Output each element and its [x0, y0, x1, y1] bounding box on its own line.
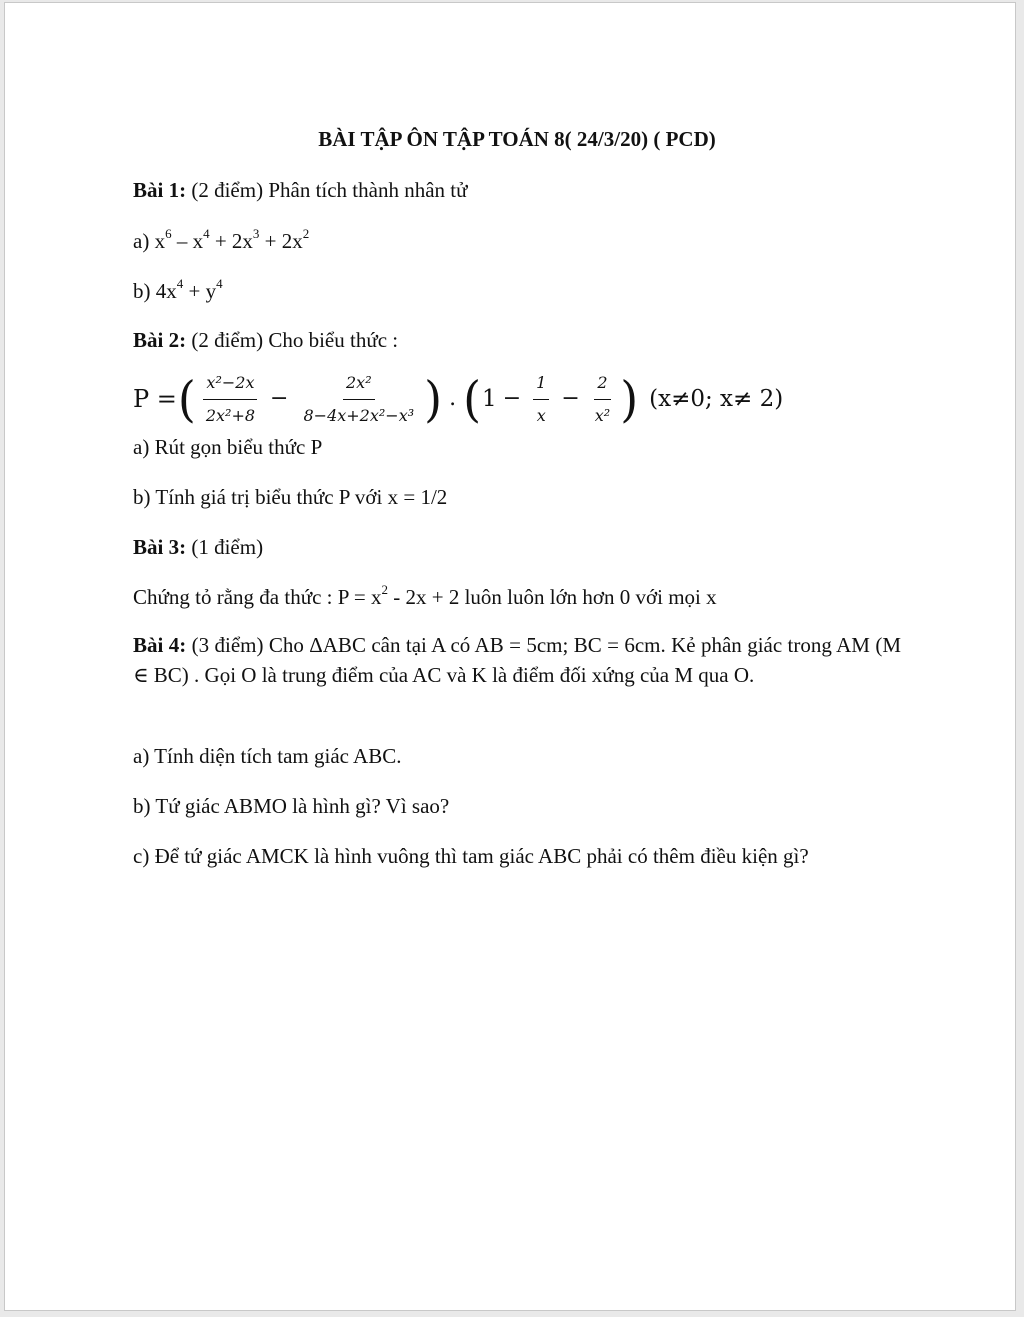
exponent: 6 [165, 226, 172, 241]
fraction-3-denominator: x [536, 405, 546, 425]
exponent: 4 [203, 226, 210, 241]
fraction-3 [533, 369, 549, 430]
left-paren: ( [177, 370, 196, 428]
exercise-1-text: (2 điểm) Phân tích thành nhân tử [186, 178, 468, 202]
exercise-2-part-a: a) Rút gọn biểu thức P [133, 435, 323, 459]
exercise-2-part-b: b) Tính giá trị biểu thức P với x = 1/2 [133, 485, 448, 509]
domain-condition: (x≠0; x≠ 2) [649, 386, 784, 412]
exercise-2-heading [133, 326, 398, 354]
exponent: 3 [252, 226, 260, 241]
left-paren: ( [463, 370, 482, 428]
minus-sign: − [561, 386, 580, 411]
part-b-text: b) 4x [133, 279, 177, 303]
right-paren: ) [424, 370, 443, 428]
document-title: BÀI TẬP ÔN TẬP TOÁN 8( 24/3/20) ( PCD) [318, 127, 716, 151]
fraction-4-denominator: x² [594, 405, 611, 425]
exercise-3-heading [133, 533, 263, 561]
exponent: 2 [302, 226, 310, 241]
fraction-2-denominator: 8−4x+2x²−x³ [303, 405, 415, 425]
part-a-text: + 2x [209, 229, 253, 253]
exercise-4-part-a: a) Tính diện tích tam giác ABC. [133, 744, 402, 768]
fraction-4 [592, 369, 613, 430]
minus-sign: − [502, 386, 522, 411]
fraction-1-numerator: x²−2x [203, 369, 257, 400]
exercise-1-part-b [133, 277, 223, 305]
fraction-1 [203, 369, 258, 430]
exponent: 4 [216, 276, 223, 291]
part-a-text: + 2x [259, 229, 303, 253]
exercise-4-part-c: c) Để tứ giác AMCK là hình vuông thì tam giác ABC phải có thêm điều kiện gì? [133, 844, 809, 868]
exercise-3-body [133, 583, 717, 611]
exponent: 4 [176, 276, 184, 291]
exercise-4-text: (3 điểm) Cho ΔABC cân tại A có AB = 5cm; BC = 6cm. Kẻ phân giác trong AM (M ∈ BC) . Gọi O là trung điểm của AC và K là điểm đối xứng của M qua O. [133, 633, 902, 687]
exercise-1-part-a [133, 227, 309, 255]
part-a-text: a) x [133, 229, 166, 253]
exercise-2-text: (2 điểm) Cho biểu thức : [186, 328, 399, 352]
part-b-text: + y [183, 279, 217, 303]
exercise-3-label: Bài 3: [133, 535, 187, 559]
exercise-4-label: Bài 4: [133, 633, 187, 657]
constant-one: 1 [482, 386, 497, 412]
exercise-4-part-b: b) Tứ giác ABMO là hình gì? Vì sao? [133, 794, 450, 818]
multiply-dot: . [449, 386, 457, 411]
exercise-4-statement [133, 630, 901, 690]
minus-sign: − [270, 386, 289, 411]
fraction-2-numerator: 2x² [343, 369, 375, 400]
exercise-2-label: Bài 2: [133, 328, 187, 352]
exercise-3-body-text: Chứng tỏ rằng đa thức : P = x [133, 585, 382, 609]
fraction-3-numerator: 1 [533, 369, 549, 400]
fraction-2 [300, 369, 417, 430]
exercise-3-text: (1 điểm) [186, 535, 264, 559]
exercise-1-label: Bài 1: [133, 178, 187, 202]
fraction-4-numerator: 2 [594, 369, 610, 400]
exponent: 2 [381, 582, 388, 597]
formula-lhs: P = [133, 385, 177, 413]
expression-formula [133, 369, 783, 429]
exercise-1-heading [133, 176, 468, 204]
part-a-text: – x [171, 229, 204, 253]
right-paren: ) [620, 370, 639, 428]
fraction-1-denominator: 2x²+8 [205, 405, 256, 425]
document-page [4, 2, 1016, 1311]
exercise-3-body-text: - 2x + 2 luôn luôn lớn hơn 0 với mọi x [387, 585, 717, 609]
